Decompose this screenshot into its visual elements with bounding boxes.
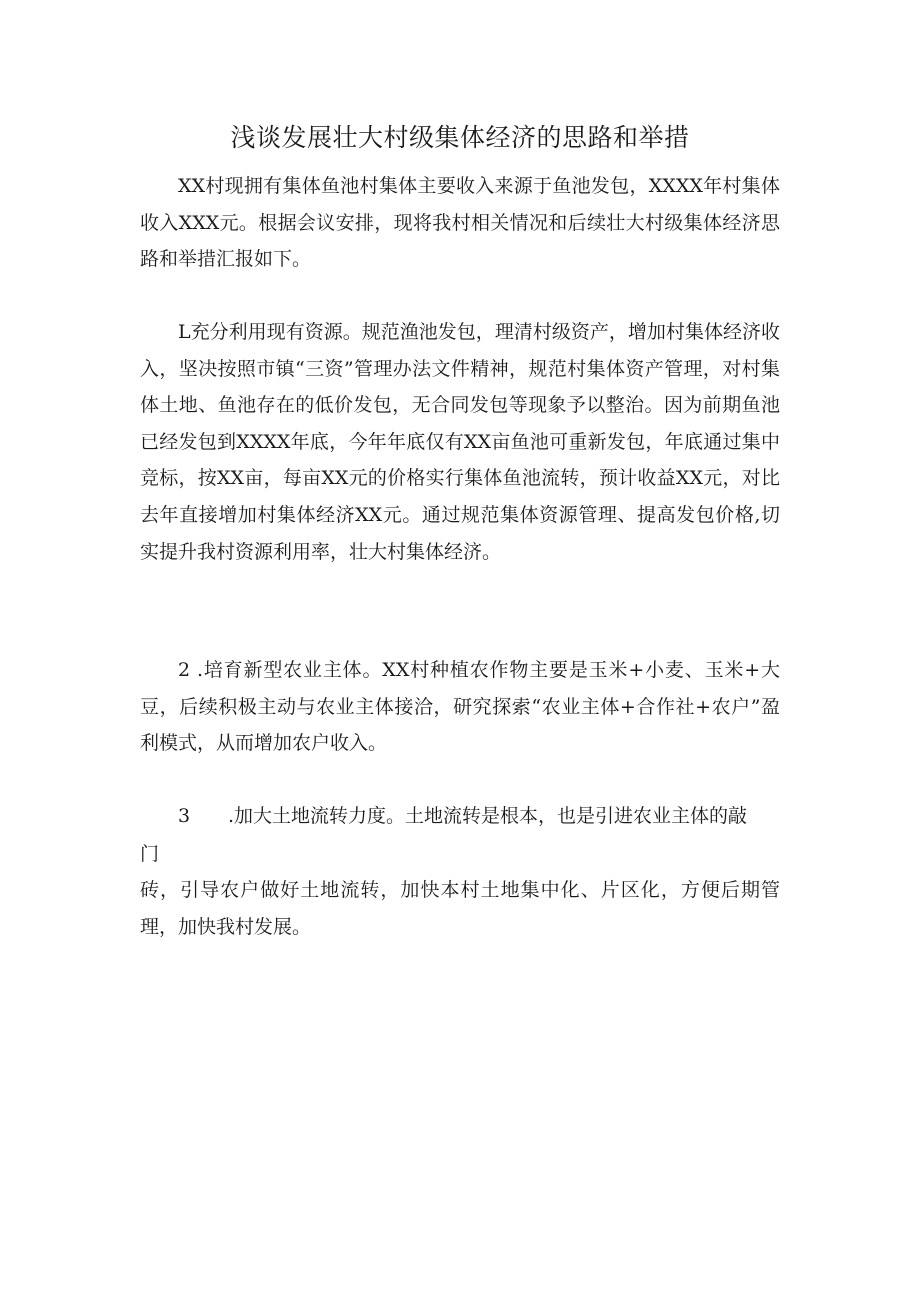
paragraph-item-3-continued: 砖，引导农户做好土地流转，加快本村土地集中化、片区化，方便后期管理，加快我村发展。 [140,879,780,938]
paragraph-item-1: L充分利用现有资源。规范渔池发包，理清村级资产，增加村集体经济收入，坚决按照市镇“三资”管理办法文件精神，规范村集体资产管理，对村集体土地、鱼池存在的低价发包，无合同发包等现象予以整治。因为前期鱼池已经发包到XXXX年底，今年年底仅有XX亩鱼池可重新发包，年底通过集中竞标，按XX亩，每亩XX元的价格实行集体鱼池流转，预计收益XX元，对比去年直接增加村集体经济XX元。通过规范集体资源管理、提高发包价格,切实提升我村资源利用率，壮大村集体经济。 [140,321,780,563]
item-3-number: 3 [178,805,191,827]
item-3-wrap: 门 [140,843,160,865]
paragraph-item-3 [140,798,780,835]
paragraph-intro: XX村现拥有集体鱼池村集体主要收入来源于鱼池发包，XXXX年村集体收入XXX元。根据会议安排，现将我村相关情况和后续壮大村级集体经济思路和举措汇报如下。 [140,175,780,271]
item-3-text: .加大土地流转力度。土地流转是根本，也是引进农业主体的敲 [228,805,748,827]
paragraph-item-2: 2 .培育新型农业主体。XX村种植农作物主要是玉米+小麦、玉米+大豆，后续积极主动与农业主体接洽，研究探索“农业主体+合作社+农户”盈利模式，从而增加农户收入。 [140,659,780,755]
document-title: 浅谈发展壮大村级集体经济的思路和举措 [230,123,690,152]
